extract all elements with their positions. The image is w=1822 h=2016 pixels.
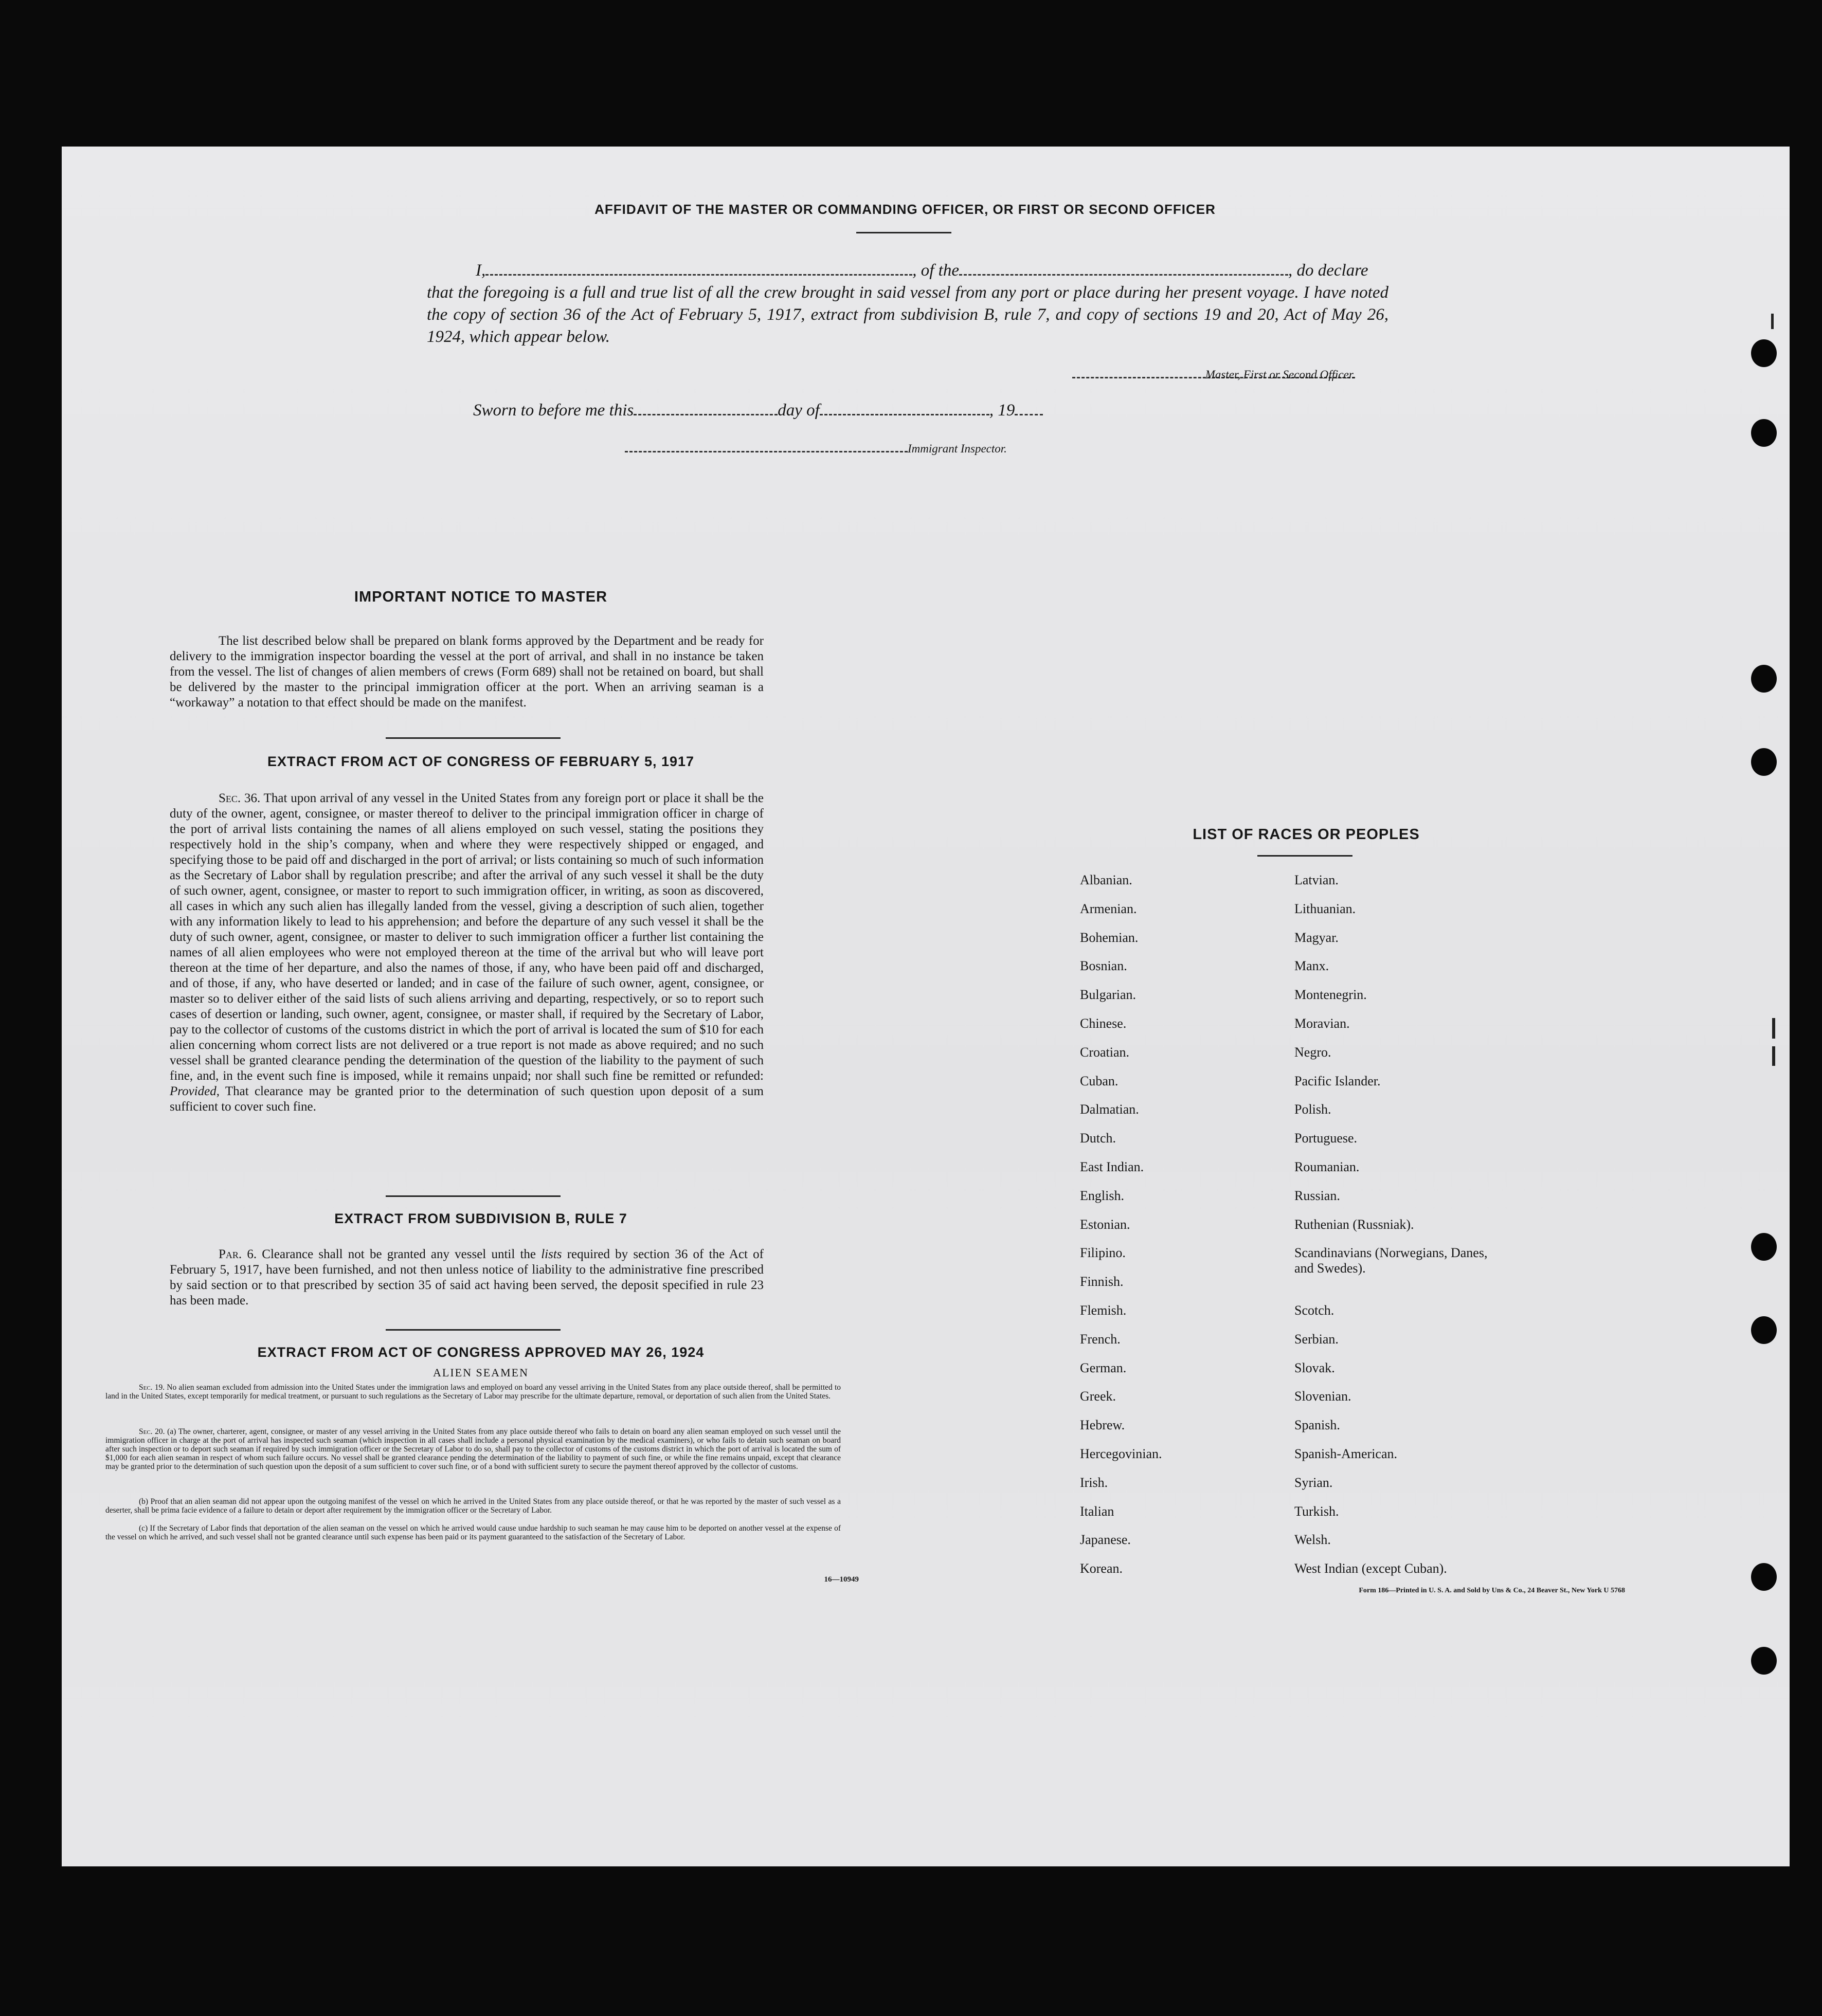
- binder-hole: [1751, 1647, 1777, 1675]
- binder-hole: [1751, 748, 1777, 776]
- race-item: Lithuanian.: [1294, 901, 1356, 916]
- race-item: Moravian.: [1294, 1016, 1350, 1031]
- lists-term: lists: [541, 1247, 562, 1261]
- scan-mark: [1772, 1046, 1775, 1066]
- race-item: Serbian.: [1294, 1331, 1339, 1347]
- declarant-label: I,: [476, 261, 486, 280]
- race-item: Cuban.: [1080, 1073, 1119, 1088]
- race-item: Japanese.: [1080, 1532, 1131, 1548]
- section-20-c: (c) If the Secretary of Labor finds that deportation of the alien seaman on the vessel on which he arrived would cause undue hardship to such seaman he may cause him to be deported on another vessel at the expense of the vessel on which he arrived, and such vessel shall not be granted clearance until such expense has been paid or its payment guaranteed to the satisfaction of the Secretary of Labor.: [105, 1524, 841, 1541]
- sworn-day-field[interactable]: [634, 414, 778, 415]
- race-item: Filipino.: [1080, 1245, 1126, 1261]
- extract-1917-title: EXTRACT FROM ACT OF CONGRESS OF FEBRUARY 5, 1917: [267, 754, 695, 769]
- race-item: West Indian (except Cuban).: [1294, 1561, 1447, 1576]
- divider: [386, 737, 561, 739]
- race-item: Chinese.: [1080, 1016, 1127, 1031]
- notice-text: The list described below shall be prepared on blank forms approved by the Department and be ready for delivery to the immigration inspector boarding the vessel at the port of arrival, and shall in no instance be taken from the vessel. The list of changes of alien members of crews (Form 689) shall not be retained on board, but shall be delivered by the master to the principal immigration officer at the port. When an arriving seaman is a “workaway” a notation to that effect should be made on the manifest.: [170, 634, 764, 710]
- scan-mark: [1771, 314, 1774, 329]
- extract-1917-text: [170, 791, 764, 1115]
- declarant-name-field[interactable]: [485, 274, 912, 276]
- section-20-label: Sec. 20.: [139, 1427, 165, 1436]
- race-item: Hebrew.: [1080, 1418, 1125, 1433]
- sworn-day-label: day of: [778, 401, 820, 420]
- race-item: Magyar.: [1294, 930, 1339, 945]
- race-item: Hercegovinian.: [1080, 1446, 1162, 1461]
- race-item: Bosnian.: [1080, 958, 1127, 974]
- race-item: Turkish.: [1294, 1503, 1339, 1519]
- divider: [386, 1195, 561, 1197]
- vessel-name-field[interactable]: [959, 274, 1288, 276]
- race-item: Flemish.: [1080, 1303, 1127, 1318]
- rule7-text-a: Clearance shall not be granted any vessel until the: [262, 1247, 536, 1261]
- declaration-line: [427, 260, 1388, 282]
- race-item: Italian: [1080, 1503, 1114, 1519]
- race-item: Dutch.: [1080, 1131, 1116, 1146]
- section-19-label: Sec. 19.: [139, 1383, 165, 1392]
- extract-1924-title: EXTRACT FROM ACT OF CONGRESS APPROVED MAY 26, 1924: [257, 1345, 705, 1360]
- race-item: Bohemian.: [1080, 930, 1139, 945]
- binder-hole: [1751, 419, 1777, 447]
- binder-hole: [1751, 1316, 1777, 1344]
- sworn-label: Sworn to before me this: [473, 401, 634, 420]
- race-item: Bulgarian.: [1080, 987, 1137, 1003]
- extract-rule7-title: EXTRACT FROM SUBDIVISION B, RULE 7: [334, 1211, 627, 1226]
- race-item: Portuguese.: [1294, 1131, 1358, 1146]
- race-item: French.: [1080, 1331, 1121, 1347]
- binder-hole: [1751, 1233, 1777, 1261]
- race-item: Finnish.: [1080, 1274, 1124, 1289]
- race-item: Polish.: [1294, 1102, 1331, 1117]
- race-item: Slovenian.: [1294, 1389, 1351, 1404]
- binder-hole: [1751, 339, 1777, 367]
- section-20-text: (a) The owner, charterer, agent, consignee, or master of any vessel arriving in the United States from any place outside thereof who fails to detain on board any alien seaman employed on such vessel until the immigration officer in charge at the port of arrival has inspected such seaman (which inspection in all cases shall include a personal physical examination by the medical examiners), or who fails to detain such seaman on board after such inspection or to deport such seaman if required by such immigration officer or the Secretary of Labor to do so, shall pay to the collector of customs of the customs district in which the port of arrival is located the sum of $1,000 for each alien seaman in respect of whom such failure occurs. No vessel shall be granted clearance pending the determination of the liability to payment of such fine, or while the fine remains unpaid, except that clearance may be granted prior to the determination of such question upon the deposit of a sum sufficient to cover such fine, or of a bond with sufficient surety to secure the payment thereof approved by the collector of customs.: [105, 1427, 841, 1471]
- race-item: Estonian.: [1080, 1216, 1130, 1232]
- race-item: Russian.: [1294, 1188, 1340, 1203]
- sworn-month-field[interactable]: [820, 414, 989, 415]
- master-signature-label: Master, First or Second Officer.: [1205, 368, 1355, 381]
- race-item: Roumanian.: [1294, 1159, 1360, 1174]
- form-number: 16—10949: [824, 1575, 859, 1584]
- race-item: Montenegrin.: [1294, 987, 1367, 1003]
- affidavit-body: that the foregoing is a full and true list of all the crew brought in said vessel from any port or place during her present voyage. I have noted the copy of section 36 of the Act of February 5, 1917, extract from subdivision B, rule 7, and copy of sections 19 and 20, Act of May 26, 1924, which appear below.: [427, 283, 1388, 346]
- sworn-line: [473, 401, 1142, 420]
- race-item: Welsh.: [1294, 1532, 1331, 1548]
- section-20-b: (b) Proof that an alien seaman did not appear upon the outgoing manifest of the vessel on which he arrived in the United States from any place outside thereof, or that he was reported by the master of such vessel as a deserter, shall be prima facie evidence of a failure to detain or deport after requirement by the immigration officer or the Secretary of Labor.: [105, 1497, 841, 1515]
- affidavit-text: [427, 260, 1388, 348]
- race-item: Ruthenian (Russniak).: [1294, 1216, 1414, 1232]
- inspector-line: [625, 442, 1047, 456]
- section-19: [105, 1383, 841, 1401]
- sworn-year-field[interactable]: [1015, 414, 1043, 415]
- declare-label: , do declare: [1288, 261, 1368, 280]
- sworn-year-label: , 19: [989, 401, 1015, 420]
- section-36-text: That upon arrival of any vessel in the United States from any foreign port or place it shall be the duty of the owner, agent, consignee, or master thereof to deliver to the principal immigration officer in charge of the port of arrival lists containing the names of all aliens employed on such vessel, stating the positions they respectively hold in the ship’s company, when and where they were respectively shipped or engaged, and specifying those to be paid off and discharged in the port of arrival; or lists containing so much of such information as the Secretary of Labor shall by regulation prescribe; and after the arrival of any such vessel it shall be the duty of such owner, agent, consignee, or master to report to such immigration officer, in writing, as soon as discovered, all cases in which any such alien has illegally landed from the vessel, giving a description of such alien, together with any information likely to lead to his apprehension; and before the departure of any such vessel it shall be the duty of such owner, agent, consignee, or master to deliver to such immigration officer a further list containing the names of all alien employees who were not employed thereon at the time of the arrival but who will leave port thereon at the time of her departure, and also the names of those, if any, who have been paid off and discharged, and of those, if any, who have deserted or landed; and in case of the failure of such owner, agent, consignee, or master so to deliver either of the said lists of such aliens arriving and departing, respectively, or so to report such cases of desertion or landing, such owner, agent, consignee, or master shall, if required by the Secretary of Labor, pay to the collector of customs of the customs district in which the port of arrival is located the sum of $10 for each alien concerning whom correct lists are not delivered or a true report is not made as above required; and no such vessel shall be granted clearance pending the determination of the question of the liability to the payment of such fine, and, in the event such fine is imposed, while it remains unpaid; nor shall such fine be remitted or refunded:: [170, 791, 764, 1083]
- section-label: Sec. 36.: [219, 791, 261, 805]
- binder-hole: [1751, 665, 1777, 693]
- race-item: Manx.: [1294, 958, 1329, 974]
- section-36-proviso: That clearance may be granted prior to the determination of such question upon deposit of a sum sufficient to cover such fine.: [170, 1084, 764, 1114]
- notice-title: IMPORTANT NOTICE TO MASTER: [354, 589, 608, 605]
- divider: [856, 232, 951, 233]
- race-item: Slovak.: [1294, 1360, 1335, 1375]
- form-footer: Form 186—Printed in U. S. A. and Sold by Uns & Co., 24 Beaver St., New York U 5768: [1359, 1587, 1625, 1594]
- race-item: German.: [1080, 1360, 1127, 1375]
- provided-term: Provided,: [170, 1084, 220, 1098]
- race-item: Pacific Islander.: [1294, 1073, 1381, 1088]
- section-19-text: No alien seaman excluded from admission into the United States under the immigration laws and employed on board any vessel arriving in the United States from any place outside thereof, shall be permitted to land in the United States, except temporarily for medical treatment, or pursuant to such regulations as the Secretary of Labor may prescribe for the ultimate departure, removal, or deportation of such alien from the United States.: [105, 1383, 841, 1401]
- race-item: Korean.: [1080, 1561, 1123, 1576]
- binder-hole: [1751, 1563, 1777, 1591]
- divider: [386, 1329, 561, 1331]
- extract-rule7-text: [170, 1247, 764, 1309]
- races-list-title: LIST OF RACES OR PEOPLES: [1193, 826, 1420, 843]
- race-item: East Indian.: [1080, 1159, 1144, 1174]
- race-item: Negro.: [1294, 1044, 1331, 1060]
- scan-mark: [1772, 1018, 1775, 1039]
- race-item: Syrian.: [1294, 1475, 1333, 1490]
- race-item: Spanish-American.: [1294, 1446, 1398, 1461]
- race-item: Greek.: [1080, 1389, 1116, 1404]
- extract-1924-subtitle: ALIEN SEAMEN: [433, 1366, 529, 1379]
- divider: [1257, 855, 1352, 857]
- inspector-signature-field[interactable]: [625, 451, 908, 452]
- paragraph-label: Par. 6.: [219, 1247, 257, 1261]
- race-item: Irish.: [1080, 1475, 1108, 1490]
- race-item: Armenian.: [1080, 901, 1137, 916]
- race-item: English.: [1080, 1188, 1124, 1203]
- inspector-label: Immigrant Inspector.: [908, 442, 1007, 455]
- race-item: Dalmatian.: [1080, 1102, 1139, 1117]
- race-item: Spanish.: [1294, 1418, 1340, 1433]
- race-item: Croatian.: [1080, 1044, 1130, 1060]
- race-item: Scotch.: [1294, 1303, 1334, 1318]
- race-item: Scandinavians (Norwegians, Danes, and Swedes).: [1294, 1245, 1488, 1276]
- vessel-label: , of the: [912, 261, 959, 280]
- section-20: [105, 1427, 841, 1471]
- rule7-text-b: required by section 36 of the Act of February 5, 1917, have been furnished, and not then unless notice of liability to the administrative fine prescribed by said section or to that prescribed by section 35 of said act having been served, the deposit specified in rule 23 has been made.: [170, 1247, 764, 1307]
- race-item: Latvian.: [1294, 873, 1339, 887]
- race-item: Albanian.: [1080, 873, 1132, 887]
- affidavit-title: AFFIDAVIT OF THE MASTER OR COMMANDING OFFICER, OR FIRST OR SECOND OFFICER: [594, 202, 1216, 217]
